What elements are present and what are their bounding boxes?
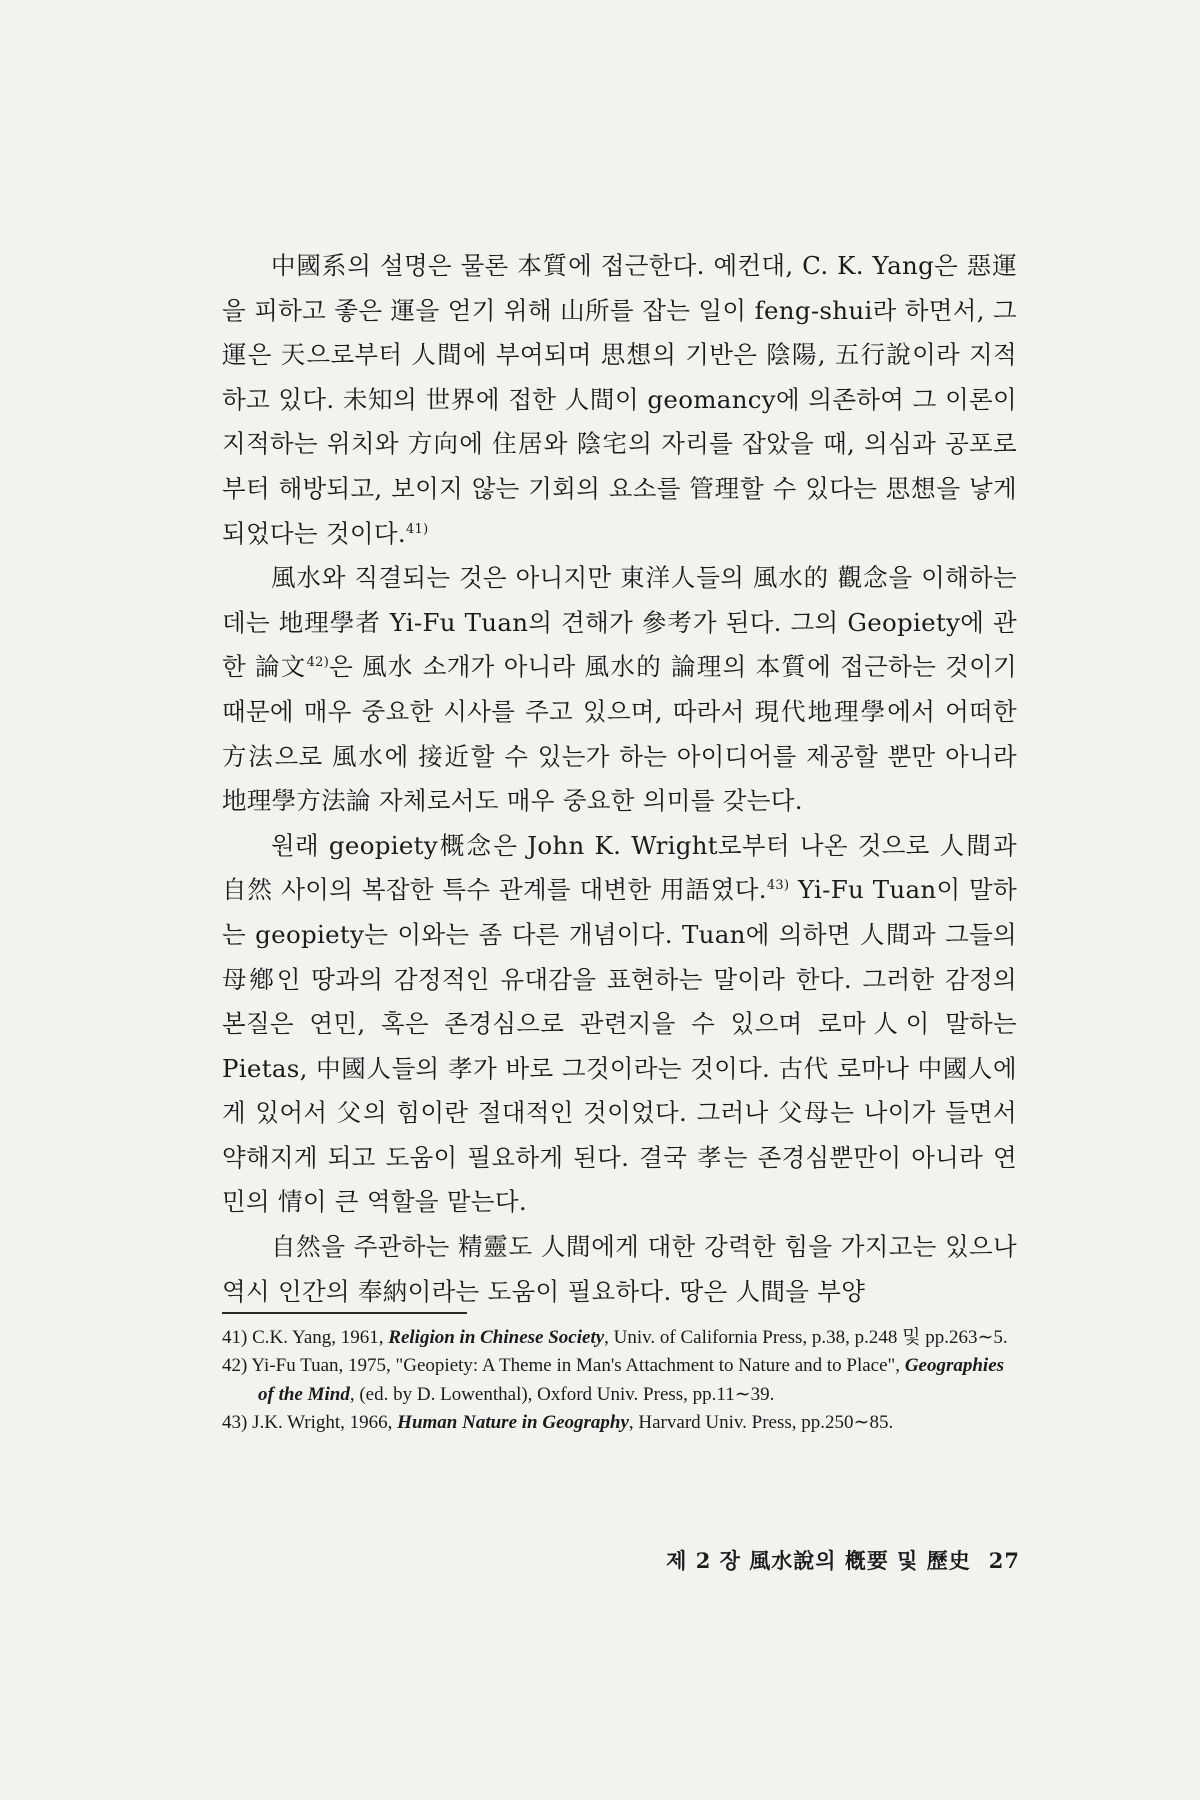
footnote-text: , (ed. by D. Lowenthal), Oxford Univ. Press, pp.11∼39. [349, 1383, 775, 1405]
footnote-41 [222, 1324, 1017, 1352]
paragraph-3 [222, 824, 1017, 1225]
page-number: 27 [988, 1548, 1020, 1573]
paragraph-text: 中國系의 설명은 물론 本質에 접근한다. 예컨대, C. K. Yang은 惡運을 피하고 좋은 運을 얻기 위해 山所를 잡는 일이 feng-shui라 하면서, 그 運은 天으로부터 人間에 부여되며 思想의 기반은 陰陽, 五行說이라 지적하고 있다. 未知의 世界에 접한 人間이 geomancy에 의존하여 그 이론이 지적하는 위치와 方向에 住居와 陰宅의 자리를 잡았을 때, 의심과 공포로부터 해방되고, 보이지 않는 기회의 요소를 管理할 수 있다는 思想을 낳게 되었다는 것이다. [222, 251, 1017, 548]
paragraph-text: 風水와 직결되는 것은 아니지만 東洋人들의 風水的 觀念을 이해하는 데는 地理學者 Yi-Fu Tuan의 견해가 參考가 된다. 그의 Geopiety에 관한 論文 [222, 563, 1017, 682]
footnote-number: 43) [222, 1412, 248, 1434]
footnote-43 [222, 1409, 1017, 1437]
footnote-title: Human Nature in Geography [397, 1412, 629, 1434]
paragraph-text: 自然을 주관하는 精靈도 人間에게 대한 강력한 힘을 가지고는 있으나 역시 인간의 奉納이라는 도움이 필요하다. 땅은 人間을 부양 [222, 1232, 1017, 1306]
footnote-text: , Harvard Univ. Press, pp.250∼85. [628, 1412, 894, 1434]
footnote-ref-43: 43) [766, 878, 790, 894]
footnote-text: J.K. Wright, 1966, [252, 1412, 398, 1434]
paragraph-text-continued: 은 風水 소개가 아니라 風水的 論理의 本質에 접근하는 것이기 때문에 매우 중요한 시사를 주고 있으며, 따라서 現代地理學에서 어떠한 方法으로 風水에 接近할 수 있는가 하는 아이디어를 제공할 뿐만 아니라 地理學方法論 자체로서도 매우 중요한 의미를 갖는다. [222, 652, 1018, 816]
footnote-text: Yi-Fu Tuan, 1975, "Geopiety: A Theme in Man's Attachment to Nature and to Place", [251, 1355, 905, 1377]
paragraph-4 [222, 1225, 1017, 1314]
footnote-divider [222, 1312, 467, 1314]
footnote-title: Geographies of the Mind [258, 1355, 1005, 1405]
footnotes [222, 1312, 1017, 1438]
paragraph-text-continued: Yi-Fu Tuan이 말하는 geopiety는 이와는 좀 다른 개념이다. Tuan에 의하면 人間과 그들의 母鄕인 땅과의 감정적인 유대감을 표현하는 말이라 한다. 그러한 감정의 본질은 연민, 혹은 존경심으로 관련지을 수 있으며 로마人이 말하는 Pietas, 中國人들의 孝가 바로 그것이라는 것이다. 古代 로마나 中國人에게 있어서 父의 힘이란 절대적인 것이었다. 그러나 父母는 나이가 들면서 약해지게 되고 도움이 필요하게 된다. 결국 孝는 존경심뿐만이 아니라 연민의 情이 큰 역할을 맡는다. [222, 875, 1017, 1217]
footnote-title: Religion in Chinese Society [388, 1327, 605, 1348]
running-footer [620, 1545, 1020, 1575]
footnote-number: 42) [222, 1355, 248, 1377]
paragraph-text: 원래 geopiety概念은 John K. Wright로부터 나온 것으로 人間과 自然 사이의 복잡한 특수 관계를 대변한 用語였다. [222, 830, 1017, 905]
body-text [222, 244, 1017, 1314]
paragraph-2 [222, 556, 1017, 824]
footnote-ref-42: 42) [306, 655, 330, 671]
footnote-42 [222, 1352, 1017, 1409]
paragraph-1 [222, 244, 1017, 556]
footnote-text: C.K. Yang, 1961, [252, 1327, 389, 1348]
footnote-text: , Univ. of California Press, p.38, p.248 및 pp.263∼5. [604, 1327, 1008, 1348]
chapter-title: 제 2 장 風水說의 槪要 및 歷史 [666, 1548, 971, 1573]
footnote-number: 41) [222, 1327, 248, 1348]
footnote-ref-41: 41) [405, 521, 429, 537]
